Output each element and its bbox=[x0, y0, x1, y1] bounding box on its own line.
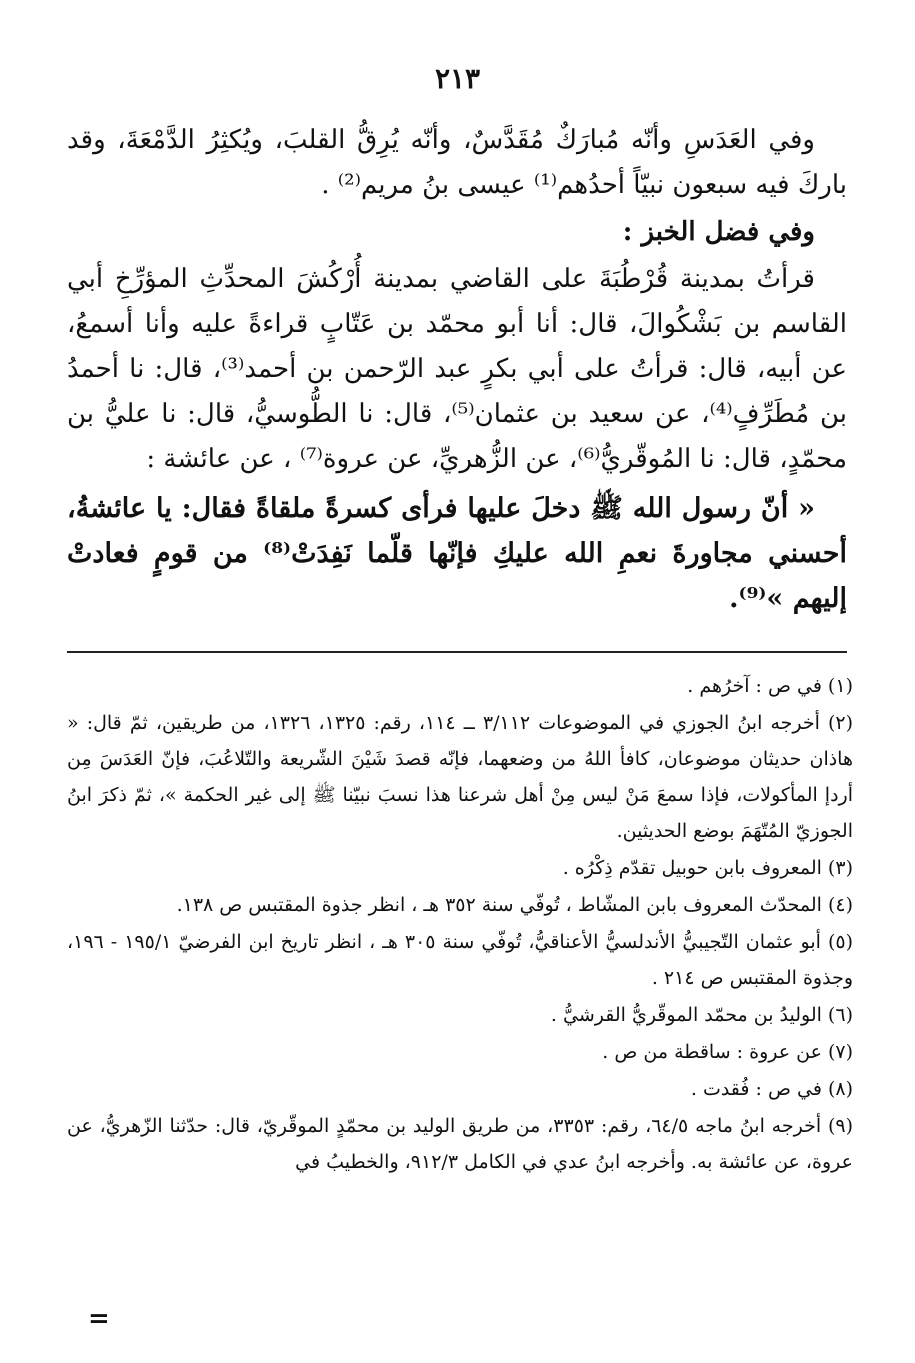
paragraph-lentils: وفي العَدَسِ وأنّه مُبارَكٌ مُقَدَّسٌ، وأنّه يُرِقُّ القلبَ، ويُكثِرُ الدَّمْعَةَ، وقد باركَ فيه سبعون نبيّاً أحدُهم⁽¹⁾ عيسى بنُ مريم⁽²⁾ . bbox=[67, 125, 847, 200]
footnote-separator bbox=[67, 651, 847, 653]
main-text bbox=[67, 118, 847, 623]
footnote-3: (٣) المعروف بابن حوبيل تقدّم ذِكْرُه . bbox=[562, 857, 853, 879]
footnote-9: (٩) أخرجه ابنُ ماجه ٦٤/٥، رقم: ٣٣٥٣، من طريق الوليد بن محمّدٍ الموقّريّ، قال: حدّثنا الزّهريُّ، عن عروة، عن عائشة به. وأخرجه ابنُ عدي في الكامل ٩١٢/٣، والخطيبُ في bbox=[67, 1115, 854, 1173]
continuation-mark: = bbox=[88, 1304, 110, 1334]
footnote-2: (٢) أخرجه ابنُ الجوزي في الموضوعات ٣/١١٢ ــ ١١٤، رقم: ١٣٢٥، ١٣٢٦، من طريقين، ثمّ قال: « هاذان حديثان موضوعان، كافأ اللهُ من وضعهما، فإنّه قصدَ شَيْنَ الشّريعة والتّلاعُبَ، فإنّ العَدَسَ مِن أردإ المأكولات، فإذا سمعَ مَنْ ليس مِنْ أهل شرعنا هذا نسبَ نبيّنا ﷺ إلى غير الحكمة »، ثمّ ذكرَ ابنُ الجوزيّ المُتّهَمَ بوضع الحديثين. bbox=[67, 712, 854, 842]
footnote-8: (٨) في ص : فُقدت . bbox=[690, 1078, 853, 1100]
paragraph-hadith: « أنّ رسول الله ﷺ دخلَ عليها فرأى كسرةً ملقاةً فقال: يا عائشةُ، أحسني مجاورةَ نعمِ الله عليكِ فإنّها قلّما نَفِدَتْ⁽⁸⁾ من قومٍ فعادتْ إليهم »⁽⁹⁾. bbox=[67, 493, 848, 614]
page-number: ٢١٣ bbox=[434, 62, 481, 95]
footnote-7: (٧) عن عروة : ساقطة من ص . bbox=[602, 1041, 853, 1063]
footnotes bbox=[67, 668, 853, 1181]
section-heading-bread: وفي فضل الخبز : bbox=[622, 217, 815, 247]
paragraph-isnad: قرأتُ بمدينة قُرْطُبَةَ على القاضي بمدينة أُرْكُشَ المحدِّثِ المؤرِّخِ أبي القاسم بن بَشْكُوالَ، قال: أنا أبو محمّد بن عَتّابٍ قراءةً عليه وأنا أسمعُ، عن أبيه، قال: قرأتُ على أبي بكرٍ عبد الرّحمن بن أحمد⁽³⁾، قال: نا أحمدُ بن مُطَرِّفٍ⁽⁴⁾، عن سعيد بن عثمان⁽⁵⁾، قال: نا الطُّوسيُّ، قال: نا عليُّ بن محمّدٍ، قال: نا المُوقّريُّ⁽⁶⁾، عن الزُّهريِّ، عن عروة⁽⁷⁾ ، عن عائشة : bbox=[67, 264, 847, 474]
footnote-6: (٦) الوليدُ بن محمّد الموقّريُّ القرشيُّ . bbox=[550, 1004, 853, 1026]
footnote-5: (٥) أبو عثمان التّجيبيُّ الأندلسيُّ الأعناقيُّ، تُوفّي سنة ٣٠٥ هـ ، انظر تاريخ ابن الفرضيّ ١٩٥/١ - ١٩٦، وجذوة المقتبس ص ٢١٤ . bbox=[67, 931, 854, 989]
footnote-1: (١) في ص : آخرُهم . bbox=[687, 675, 853, 697]
footnote-4: (٤) المحدّث المعروف بابن المشّاط ، تُوفّي سنة ٣٥٢ هـ ، انظر جذوة المقتبس ص ١٣٨. bbox=[176, 894, 853, 916]
